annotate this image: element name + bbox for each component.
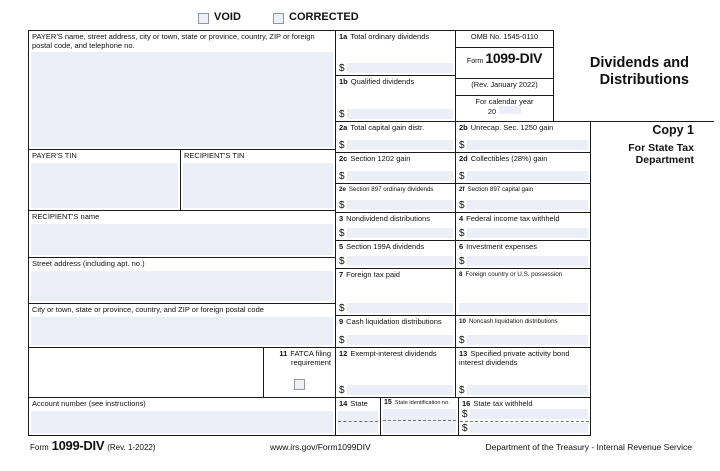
box-9-amount-field[interactable] xyxy=(347,335,453,345)
box-number: 9 xyxy=(339,317,344,326)
box-number: 10 xyxy=(459,318,466,325)
city-box xyxy=(28,303,335,347)
box-number: 7 xyxy=(339,270,344,279)
empty-box xyxy=(28,347,263,397)
box-3-amount-field[interactable] xyxy=(347,228,453,238)
form-title xyxy=(590,55,689,88)
box-number: 5 xyxy=(339,242,344,251)
fatca-checkbox[interactable] xyxy=(294,379,305,390)
box-2c xyxy=(335,152,455,183)
box-6-amount-field[interactable] xyxy=(467,256,588,266)
box-label: State xyxy=(350,399,368,408)
box-10-amount-field[interactable] xyxy=(467,335,588,345)
corrected-label: CORRECTED xyxy=(289,11,359,23)
box-16-amount-field[interactable] xyxy=(470,409,588,419)
box-14 xyxy=(335,397,380,435)
box-number: 2c xyxy=(339,154,348,163)
revision-label: (Rev. January 2022) xyxy=(456,78,553,95)
box-label: Federal income tax withheld xyxy=(466,214,560,223)
box-8 xyxy=(455,268,590,315)
void-checkbox[interactable] xyxy=(198,13,209,24)
payer-info-field[interactable] xyxy=(31,52,333,147)
street-address-field[interactable] xyxy=(31,271,333,301)
box-15-id-field[interactable] xyxy=(383,409,456,422)
box-15-id-field-2[interactable] xyxy=(383,421,456,433)
box-number: 1b xyxy=(339,77,348,86)
box-number: 2f xyxy=(459,186,465,193)
currency-symbol: $ xyxy=(339,256,345,267)
box-label: Specified private activity bond interest dividends xyxy=(459,349,570,367)
currency-symbol: $ xyxy=(462,409,468,421)
currency-symbol: $ xyxy=(459,140,465,151)
omb-number: OMB No. 1545-0110 xyxy=(470,32,539,41)
box-label: Section 1202 gain xyxy=(350,154,411,163)
box-7-amount-field[interactable] xyxy=(347,303,453,313)
box-9 xyxy=(335,315,455,347)
box-13-amount-field[interactable] xyxy=(467,385,588,395)
calendar-year-label: For calendar year xyxy=(475,97,534,106)
footer-form-id xyxy=(30,438,156,453)
form-number-block xyxy=(456,47,553,78)
footer-department: Department of the Treasury - Internal Revenue Service xyxy=(485,442,692,452)
box-number: 16 xyxy=(462,399,471,408)
box-label: Section 199A dividends xyxy=(346,242,425,251)
form-right-border xyxy=(590,121,591,435)
box-3 xyxy=(335,212,455,240)
box-15 xyxy=(380,397,458,435)
footer-revision: (Rev. 1-2022) xyxy=(107,443,156,452)
currency-symbol: $ xyxy=(459,385,465,396)
box-8-country-field[interactable] xyxy=(459,303,588,313)
currency-symbol: $ xyxy=(459,171,465,182)
box-2b xyxy=(455,121,590,152)
box-number: 15 xyxy=(384,399,392,406)
city-field[interactable] xyxy=(31,317,333,345)
box-2a xyxy=(335,121,455,152)
account-number-field[interactable] xyxy=(31,411,333,433)
box-label: Unrecap. Sec. 1250 gain xyxy=(470,123,554,132)
currency-symbol: $ xyxy=(339,171,345,182)
currency-symbol: $ xyxy=(339,109,345,120)
box-2b-amount-field[interactable] xyxy=(467,140,588,150)
box-4-amount-field[interactable] xyxy=(467,228,588,238)
payer-tin-label: PAYER'S TIN xyxy=(32,151,77,160)
street-address-label: Street address (including apt. no.) xyxy=(32,259,145,268)
box-label: Exempt-interest dividends xyxy=(350,349,437,358)
recipient-tin-field[interactable] xyxy=(183,163,333,208)
year-prefix: 20 xyxy=(487,107,497,117)
box-label: State identification no. xyxy=(394,400,450,406)
year-field[interactable] xyxy=(499,106,521,114)
recipient-tin-label: RECIPIENT'S TIN xyxy=(184,151,245,160)
currency-symbol: $ xyxy=(459,228,465,239)
recipient-name-field[interactable] xyxy=(31,224,333,255)
box-number: 11 xyxy=(279,349,288,358)
form-title-line2: Distributions xyxy=(599,71,689,88)
currency-symbol: $ xyxy=(339,140,345,151)
form-number: 1099-DIV xyxy=(485,50,543,66)
currency-symbol: $ xyxy=(339,200,345,211)
currency-symbol: $ xyxy=(339,63,345,74)
box-label: Foreign tax paid xyxy=(346,270,400,279)
form-title-line1: Dividends and xyxy=(589,55,689,71)
box-number: 2b xyxy=(459,123,468,132)
calendar-year-block xyxy=(456,95,553,121)
box-12-amount-field[interactable] xyxy=(347,385,453,395)
city-label: City or town, state or province, country, and ZIP or foreign postal code xyxy=(32,305,264,314)
corrected-checkbox[interactable] xyxy=(273,13,284,24)
payer-tin-field[interactable] xyxy=(31,163,178,208)
currency-symbol: $ xyxy=(462,422,468,434)
box-14-state-field[interactable] xyxy=(338,411,378,423)
box-2f-amount-field[interactable] xyxy=(467,200,588,210)
box-label: Foreign country or U.S. possession xyxy=(465,271,563,278)
box-2d xyxy=(455,152,590,183)
currency-symbol: $ xyxy=(339,228,345,239)
account-number-label: Account number (see instructions) xyxy=(32,399,146,408)
box-2d-amount-field[interactable] xyxy=(467,171,588,181)
street-address-box xyxy=(28,257,335,303)
box-label: Cash liquidation distributions xyxy=(346,317,442,326)
box-label: Total ordinary dividends xyxy=(350,32,430,41)
footer-form-number: 1099-DIV xyxy=(51,438,105,453)
box-5-amount-field[interactable] xyxy=(347,256,453,266)
form-bottom-border xyxy=(28,435,591,436)
box-number: 1a xyxy=(339,32,348,41)
box-1a xyxy=(335,30,455,75)
box-2a-amount-field[interactable] xyxy=(347,140,453,150)
box-number: 6 xyxy=(459,242,464,251)
fatca-label: FATCA filing requirement xyxy=(290,349,331,367)
omb-header-box xyxy=(455,30,553,121)
box-number: 8 xyxy=(459,271,463,278)
box-label: Collectibles (28%) gain xyxy=(470,154,548,163)
box-1b-amount-field[interactable] xyxy=(347,109,453,119)
box-label: Total capital gain distr. xyxy=(350,123,425,132)
copy-label: Copy 1 xyxy=(652,123,694,137)
divider xyxy=(553,30,554,121)
form-word: Form xyxy=(466,58,484,65)
box-10 xyxy=(455,315,590,347)
box-2c-amount-field[interactable] xyxy=(347,171,453,181)
recipient-tin-box xyxy=(180,149,335,210)
currency-symbol: $ xyxy=(459,256,465,267)
box-7 xyxy=(335,268,455,315)
box-16-amount-field-2[interactable] xyxy=(470,423,588,433)
box-2e xyxy=(335,183,455,212)
box-6 xyxy=(455,240,590,268)
recipient-name-label: RECIPIENT'S name xyxy=(32,212,100,221)
footer-irs-url: www.irs.gov/Form1099DIV xyxy=(270,442,371,452)
currency-symbol: $ xyxy=(459,335,465,346)
box-4 xyxy=(455,212,590,240)
box-label: Nondividend distributions xyxy=(346,214,430,223)
account-number-box xyxy=(28,397,335,435)
box-12 xyxy=(335,347,455,397)
box-11-fatca xyxy=(263,347,335,397)
box-number: 12 xyxy=(339,349,348,358)
box-16 xyxy=(458,397,590,435)
currency-symbol: $ xyxy=(459,200,465,211)
box-number: 14 xyxy=(339,399,348,408)
box-number: 3 xyxy=(339,214,344,223)
box-label: Section 897 ordinary dividends xyxy=(348,186,434,193)
box-1a-amount-field[interactable] xyxy=(347,63,453,73)
copy-dept-line1: For State Tax xyxy=(628,142,694,154)
box-number: 2a xyxy=(339,123,348,132)
box-5 xyxy=(335,240,455,268)
payer-info-box xyxy=(28,30,335,149)
copy-dept-line2: Department xyxy=(635,154,694,166)
box-number: 13 xyxy=(459,349,468,358)
box-label: Noncash liquidation distributions xyxy=(468,318,558,325)
currency-symbol: $ xyxy=(339,303,345,314)
box-13 xyxy=(455,347,590,397)
box-label: State tax withheld xyxy=(473,399,533,408)
box-number: 2e xyxy=(339,186,346,193)
box-2e-amount-field[interactable] xyxy=(347,200,453,210)
box-number: 4 xyxy=(459,214,464,223)
currency-symbol: $ xyxy=(339,335,345,346)
header-rule xyxy=(590,121,714,122)
currency-symbol: $ xyxy=(339,385,345,396)
payer-info-label: PAYER'S name, street address, city or town, state or province, country, ZIP or foreign postal code, and telephone no. xyxy=(32,32,315,50)
box-2f xyxy=(455,183,590,212)
box-label: Investment expenses xyxy=(466,242,538,251)
footer-form-word: Form xyxy=(30,443,49,452)
copy-designation xyxy=(628,123,694,166)
box-label: Qualified dividends xyxy=(350,77,415,86)
box-14-state-field-2[interactable] xyxy=(338,422,378,433)
void-label: VOID xyxy=(214,11,241,23)
payer-tin-box xyxy=(28,149,180,210)
recipient-name-box xyxy=(28,210,335,257)
box-1b xyxy=(335,75,455,121)
box-number: 2d xyxy=(459,154,468,163)
box-label: Section 897 capital gain xyxy=(467,186,534,193)
